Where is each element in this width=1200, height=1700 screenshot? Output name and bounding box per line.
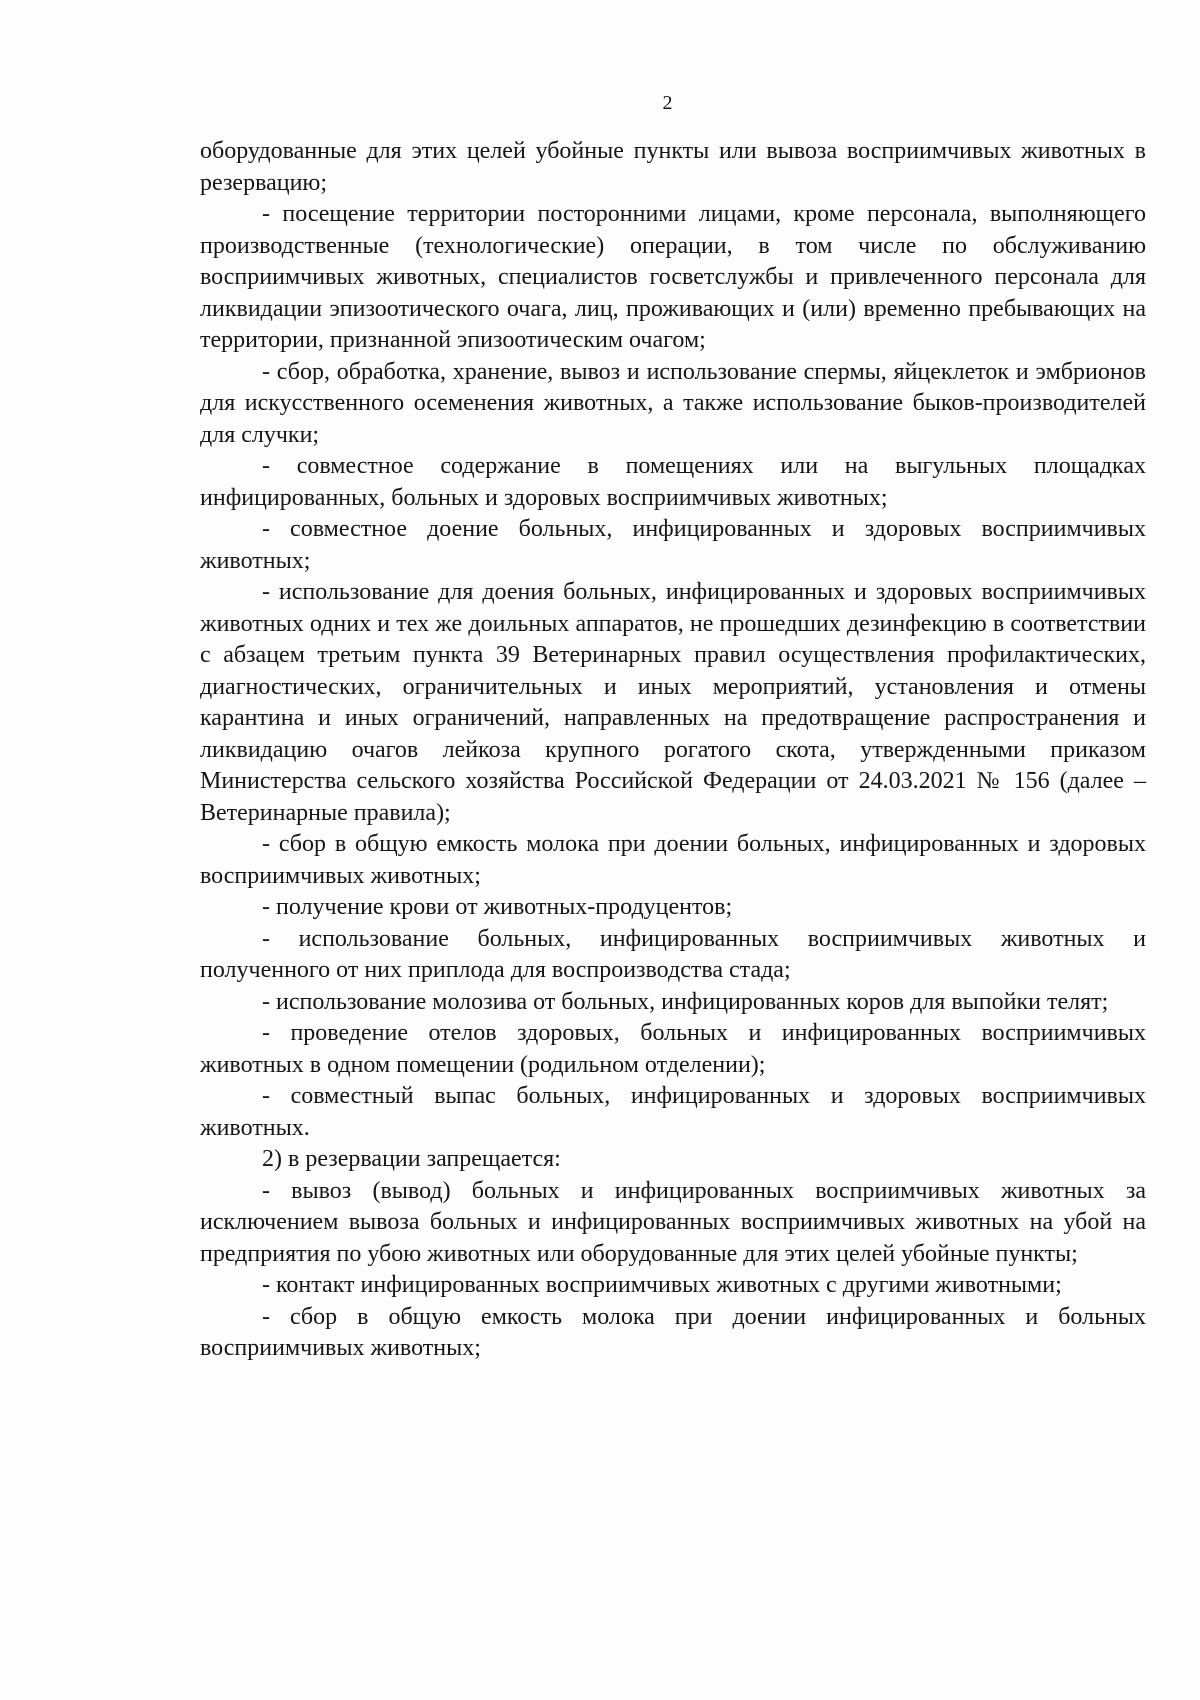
paragraph-14: - вывоз (вывод) больных и инфицированных восприимчивых животных за исключением вывоза больных и инфицированных восприимчивых животных на убой на предприятия по убою животных или оборудованные для этих целей убойные пункты; [200,1177,1146,1267]
paragraph-11: - проведение отелов здоровых, больных и инфицированных восприимчивых животных в одном помещении (родильном отделении); [200,1020,1146,1078]
paragraph-6: - использование для доения больных, инфицированных и здоровых восприимчивых животных одних и тех же доильных аппаратов, не прошедших дезинфекцию в соответствии с абзацем третьим пункта 39 Ветеринарных правил осуществления профилактических, диагностических, ограничительных и иных мероприятий, установления и отмены карантина и иных ограничений, направленных на предотвращение распространения и ликвидацию очагов лейкоза крупного рогатого скота, утвержденными приказом Министерства сельского хозяйства Российской Федерации от 24.03.2021 № 156 (далее – Ветеринарные правила); [200,579,1146,826]
paragraph-4: - совместное содержание в помещениях или на выгульных площадках инфицированных, больных и здоровых восприимчивых животных; [200,453,1146,511]
paragraph-2: - посещение территории посторонними лицами, кроме персонала, выполняющего производственные (технологические) операции, в том числе по обслуживанию восприимчивых животных, специалистов госветслужбы и привлеченного персонала для ликвидации эпизоотического очага, лиц, проживающих и (или) временно пребывающих на территории, признанной эпизоотическим очагом; [200,201,1146,353]
paragraph-1: оборудованные для этих целей убойные пункты или вывоза восприимчивых животных в резервацию; [200,138,1146,196]
paragraph-12: - совместный выпас больных, инфицированных и здоровых восприимчивых животных. [200,1083,1146,1141]
paragraph-13: 2) в резервации запрещается: [262,1146,561,1172]
paragraph-5: - совместное доение больных, инфицированных и здоровых восприимчивых животных; [200,516,1146,574]
document-body [200,136,1146,1365]
page-number: 2 [662,92,673,114]
paragraph-9: - использование больных, инфицированных восприимчивых животных и полученного от них приплода для воспроизводства стада; [200,925,1146,983]
paragraph-15: - контакт инфицированных восприимчивых животных с другими животными; [262,1272,1062,1298]
paragraph-16: - сбор в общую емкость молока при доении инфицированных и больных восприимчивых животных; [200,1303,1146,1361]
paragraph-8: - получение крови от животных-продуцентов; [262,894,733,920]
paragraph-7: - сбор в общую емкость молока при доении больных, инфицированных и здоровых восприимчивых животных; [200,831,1146,889]
paragraph-3: - сбор, обработка, хранение, вывоз и использование спермы, яйцеклеток и эмбрионов для искусственного осеменения животных, а также использование быков-производителей для случки; [200,358,1146,448]
paragraph-10: - использование молозива от больных, инфицированных коров для выпойки телят; [262,988,1109,1015]
